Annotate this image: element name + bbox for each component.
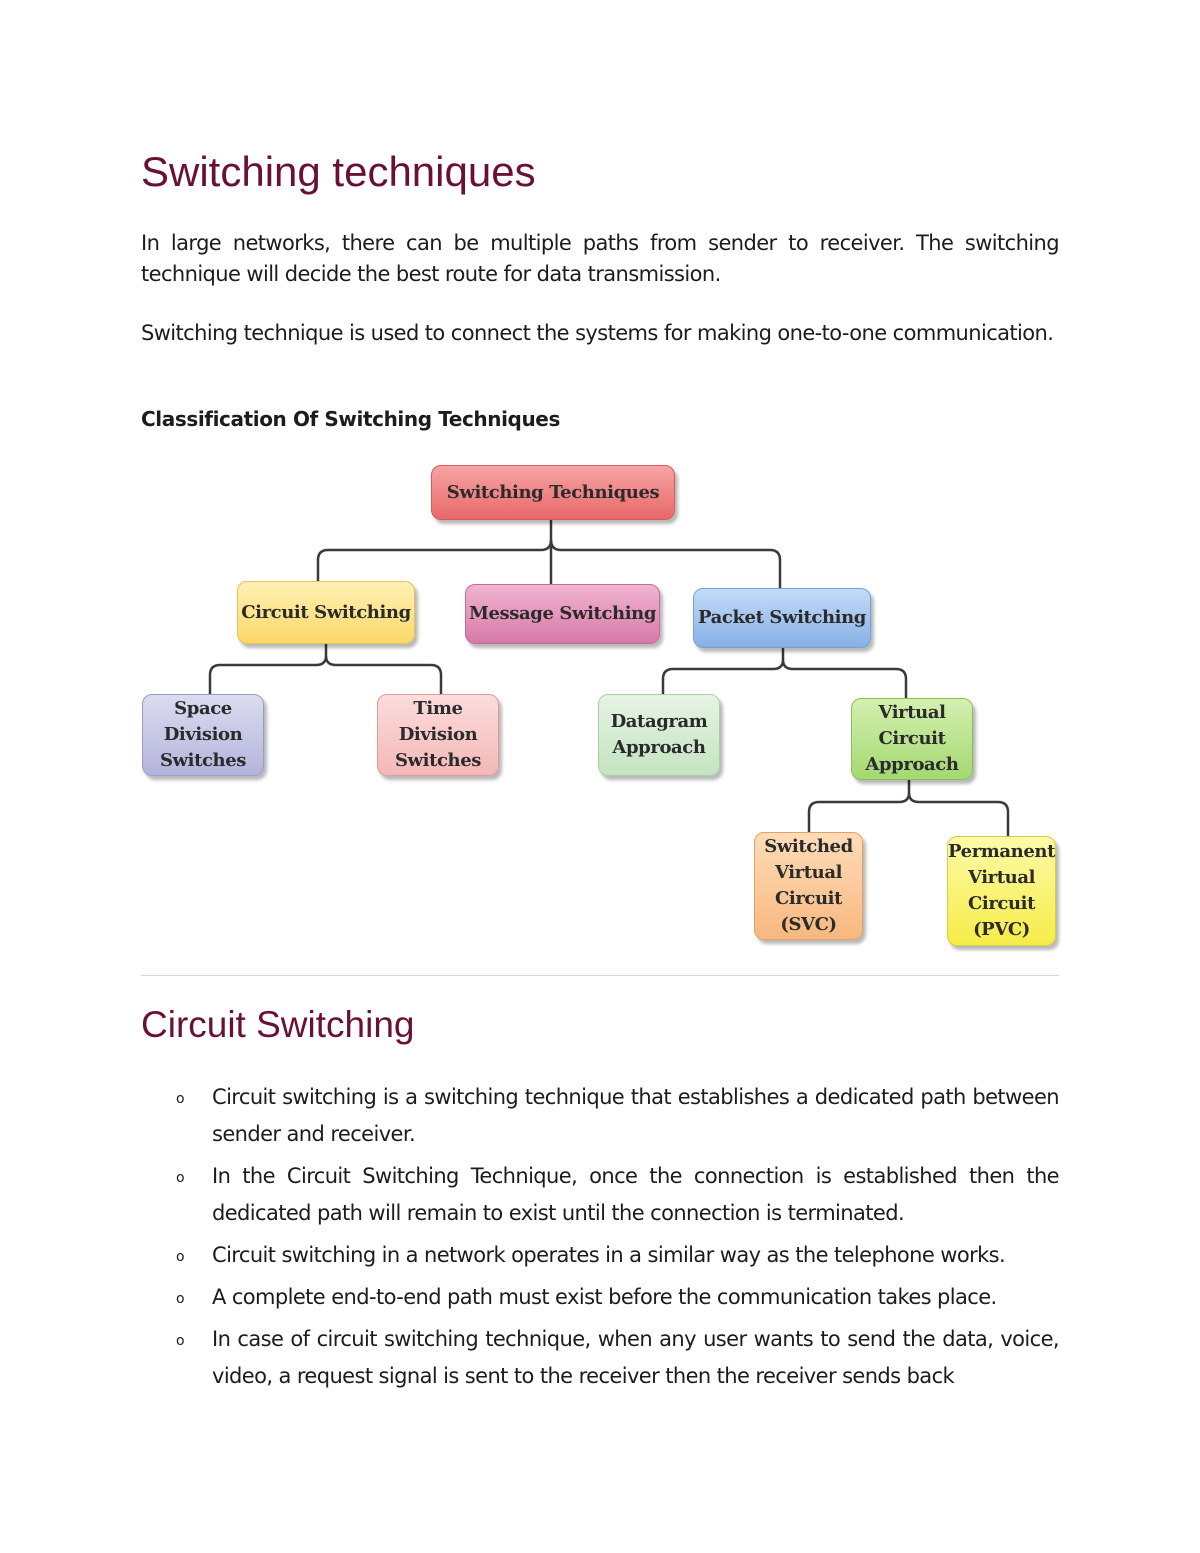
- node-time-division-switches: Time Division Switches: [377, 694, 499, 776]
- connector-root-circuit: [318, 520, 551, 584]
- intro-paragraph-1: In large networks, there can be multiple paths from sender to receiver. The switching technique will decide the best route for data transmission.: [141, 231, 1059, 286]
- section-divider: [141, 975, 1059, 976]
- bullet-marker: o: [176, 1333, 184, 1349]
- connector-packet-virtual: [783, 660, 906, 698]
- bullet-marker: o: [176, 1091, 184, 1107]
- bullet-marker: o: [176, 1291, 184, 1307]
- node-packet-switching: Packet Switching: [693, 588, 871, 648]
- classification-heading: Classification Of Switching Techniques: [141, 407, 560, 431]
- circuit-switching-heading: Circuit Switching: [141, 1004, 415, 1045]
- list-item-text: A complete end-to-end path must exist before the communication takes place.: [212, 1285, 997, 1309]
- circuit-switching-list: [141, 1079, 1059, 1400]
- connector-root-packet: [551, 540, 780, 588]
- node-datagram-approach: Datagram Approach: [598, 694, 720, 776]
- list-item: [141, 1158, 1059, 1232]
- connector-circuit-space: [210, 644, 326, 694]
- list-item: [141, 1237, 1059, 1274]
- connector-virtual-pvc: [909, 793, 1008, 836]
- list-item: [141, 1321, 1059, 1395]
- list-item-text: Circuit switching in a network operates in a similar way as the telephone works.: [212, 1243, 1006, 1267]
- node-space-division-switches: Space Division Switches: [142, 694, 264, 776]
- connector-packet-datagram: [663, 648, 783, 694]
- connector-virtual-svc: [809, 780, 909, 832]
- connector-circuit-time: [326, 656, 441, 694]
- list-item-text: In the Circuit Switching Technique, once the connection is established then the dedicated path will remain to exist until the connection is terminated.: [212, 1164, 1059, 1225]
- node-switched-virtual-circuit: Switched Virtual Circuit (SVC): [754, 832, 863, 940]
- bullet-marker: o: [176, 1170, 184, 1186]
- intro-paragraph-2: Switching technique is used to connect the systems for making one-to-one communication.: [141, 321, 1054, 345]
- list-item-text: Circuit switching is a switching technique that establishes a dedicated path between sender and receiver.: [212, 1085, 1059, 1146]
- node-circuit-switching: Circuit Switching: [237, 581, 415, 644]
- page-title: Switching techniques: [141, 148, 536, 195]
- node-message-switching: Message Switching: [465, 584, 660, 644]
- node-switching-techniques: Switching Techniques: [431, 465, 675, 520]
- list-item-text: In case of circuit switching technique, when any user wants to send the data, voice, video, a request signal is sent to the receiver then the receiver sends back: [212, 1327, 1059, 1388]
- list-item: [141, 1279, 1059, 1316]
- node-virtual-circuit-approach: Virtual Circuit Approach: [851, 698, 973, 780]
- bullet-marker: o: [176, 1249, 184, 1265]
- list-item: [141, 1079, 1059, 1153]
- node-permanent-virtual-circuit: Permanent Virtual Circuit (PVC): [947, 836, 1056, 946]
